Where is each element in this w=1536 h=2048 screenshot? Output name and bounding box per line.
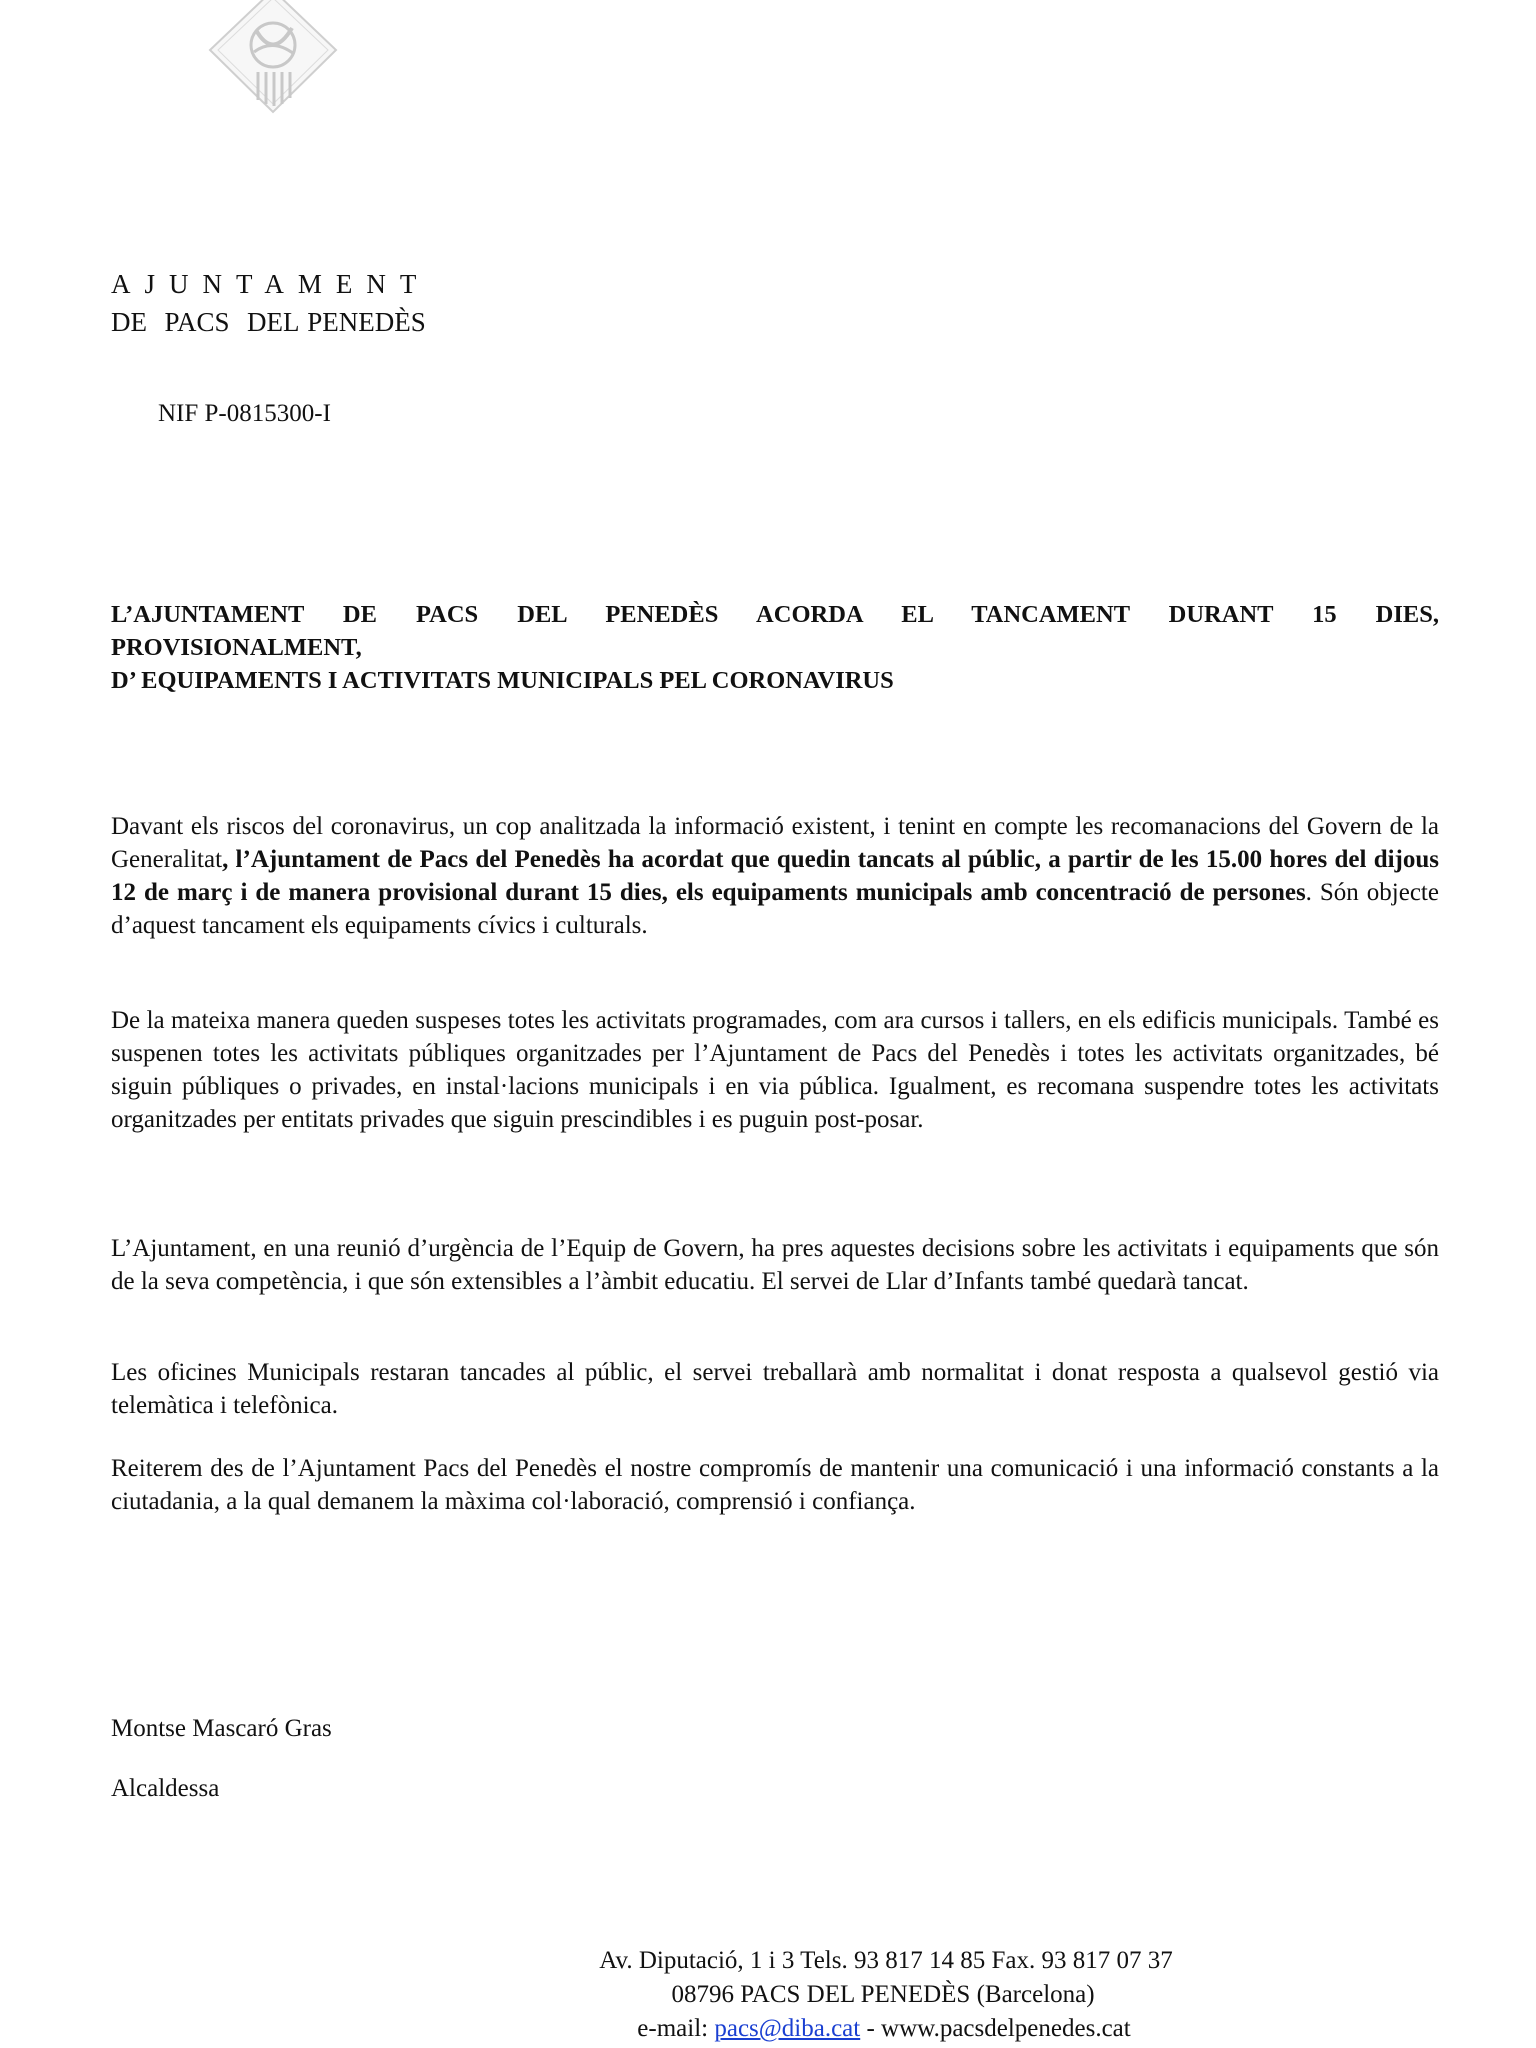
title-line-2: PROVISIONALMENT, [111, 634, 362, 661]
signatory-name: Montse Mascaró Gras [111, 1715, 332, 1742]
paragraph-1-bold: , l’Ajuntament de Pacs del Penedès ha acordat que quedin tancats al públic, a partir de les 15.00 hores del dijous 12 de març i de manera provisional durant 15 dies, els equipaments municipals amb concentració de persones [111, 846, 1439, 906]
paragraph-1-intro: Davant els riscos del coronavirus, un cop analitzada la informació existent, i tenint en compte les recomanacions del Govern de la Generalitat [111, 813, 1439, 873]
footer-address: Av. Diputació, 1 i 3 Tels. 93 817 14 85 Fax. 93 817 07 37 [599, 1947, 1173, 1974]
footer-website: - www.pacsdelpenedes.cat [860, 2015, 1131, 2042]
municipal-coat-of-arms-icon [208, 0, 338, 118]
paragraph-4: Les oficines Municipals restaran tancades al públic, el servei treballarà amb normalitat i donat resposta a qualsevol gestió via telemàtica i telefònica. [111, 1359, 1439, 1419]
paragraph-1 [111, 810, 1439, 942]
paragraph-1-end: . Són objecte d’aquest tancament els equipaments cívics i culturals. [111, 879, 1439, 939]
signatory-title: Alcaldessa [111, 1775, 220, 1802]
title-line-1: L’AJUNTAMENT DE PACS DEL PENEDÈS ACORDA EL TANCAMENT DURANT 15 DIES, [111, 601, 1439, 628]
footer-city: 08796 PACS DEL PENEDÈS (Barcelona) [671, 1981, 1095, 2008]
organization-name: AJUNTAMENT [111, 269, 431, 299]
tax-id: NIF P-0815300-I [158, 400, 331, 427]
paragraph-5: Reiterem des de l’Ajuntament Pacs del Penedès el nostre compromís de mantenir una comunicació i una informació constants a la ciutadania, a la qual demanem la màxima col·laboració, comprensió i confiança. [111, 1455, 1439, 1515]
footer [0, 1944, 1536, 2046]
paragraph-3: L’Ajuntament, en una reunió d’urgència de l’Equip de Govern, ha pres aquestes decisions sobre les activitats i equipaments que són de la seva competència, i que són extensibles a l’àmbit educatiu. El servei de Llar d’Infants també quedarà tancat. [111, 1235, 1439, 1295]
footer-contact [0, 2012, 1536, 2046]
footer-email-label: e-mail: [637, 2015, 715, 2042]
email-link[interactable]: pacs@diba.cat [714, 2015, 861, 2042]
organization-location: DE PACS DEL PENEDÈS [111, 307, 426, 337]
document-title [111, 598, 1439, 697]
paragraph-2: De la mateixa manera queden suspeses totes les activitats programades, com ara cursos i tallers, en els edificis municipals. També es suspenen totes les activitats públiques organitzades per l’Ajuntament de Pacs del Penedès i totes les activitats organitzades, bé siguin públiques o privades, en instal·lacions municipals i en via pública. Igualment, es recomana suspendre totes les activitats organitzades per entitats privades que siguin prescindibles i es puguin post-posar. [111, 1007, 1439, 1133]
title-line-3: D’ EQUIPAMENTS I ACTIVITATS MUNICIPALS PEL CORONAVIRUS [111, 667, 894, 694]
